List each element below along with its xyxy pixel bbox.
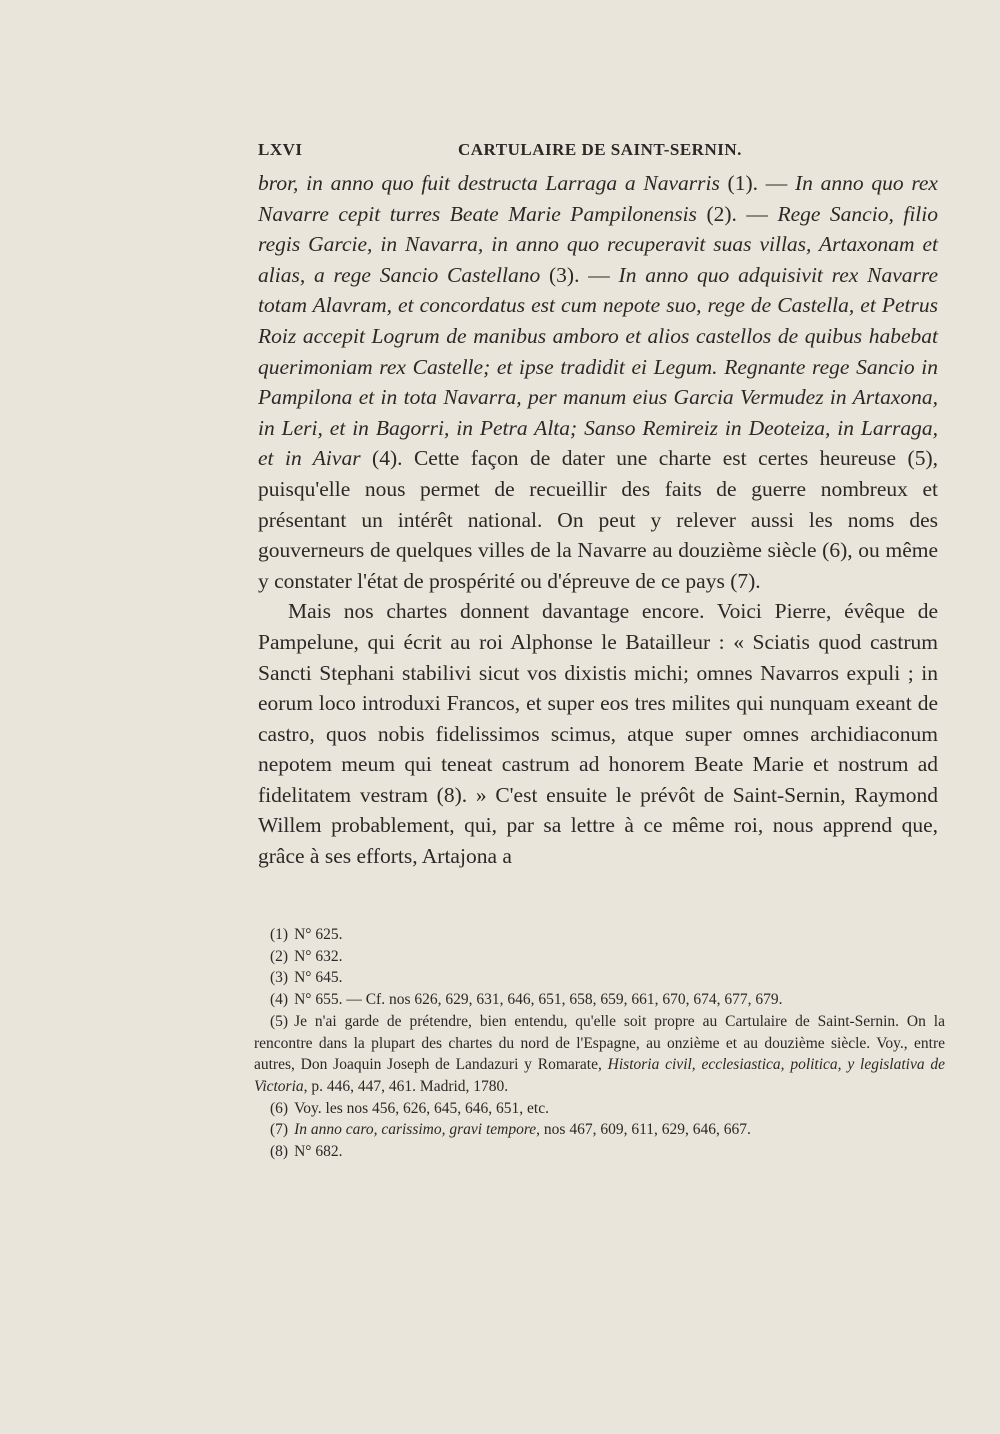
footnote-text: N° 645.	[294, 969, 343, 987]
latin-quote-1: bror, in anno quo fuit destructa Larraga a Navarris	[258, 171, 720, 195]
latin-quote-4: In anno quo adquisivit rex Navarre totam Alavram, et concordatus est cum nepote suo, rege de Castella, et Petrus Roiz accepit Logrum de manibus amboro et alios castellos de quibus habebat querimoniam rex Castelle; et ipse tradidit ei Legum. Regnante rege Sancio in Pampilona et in tota Navarra, per manum eius Garcia Vermudez in Artaxona, in Leri, et in Bagorri, in Petra Alta; Sanso Remireiz in Deoteiza, in Larraga, et in Aivar	[258, 262, 938, 471]
footnote-book-title: Historia civil, ecclesiastica, politica, y legislativa de Victoria	[254, 1056, 946, 1095]
footnote-text: N° 625.	[294, 926, 343, 943]
folio-number: LXVI	[258, 140, 303, 159]
footnote-number: (2)	[270, 947, 289, 965]
footnote-5	[254, 1011, 945, 1098]
footnote-7	[270, 1119, 945, 1141]
paragraph-2: Mais nos chartes donnent davantage encore. Voici Pierre, évêque de Pampelune, qui écrit au roi Alphonse le Batailleur : « Sciatis quod castrum Sancti Stephani stabilivi sicut vos dixistis michi; omnes Navarros expuli ; in eorum loco introduxi Francos, et super eos tres milites qui nunquam exeant de castro, quos nobis fidelissimos scimus, atque super omnes archidiaconum nepotem meum qui teneat castrum ad honorem Beate Marie et nostrum ad fidelitatem vestram (8). » C'est ensuite le prévôt de Saint-Sernin, Raymond Willem probablement, qui, par sa lettre à ce même roi, nous apprend que, grâce à ses efforts, Artajona a	[258, 599, 938, 869]
footnote-text: Je n'ai garde de prétendre, bien entendu, qu'elle soit propre au Cartulaire de Saint-Sernin. On la rencontre dans la plupart des chartes du nord de l'Espagne, au onzième et au douzième siècle. Voy., entre autres, Don Joaquin Joseph de Landazuri y Romarate,	[254, 1012, 945, 1074]
footnote-text: N° 682.	[294, 1143, 343, 1161]
footnote-number: (1)	[270, 926, 289, 943]
footnote-text: N° 632.	[294, 947, 343, 965]
latin-quote-3: Rege Sancio, filio regis Garcie, in Navarra, in anno quo recuperavit suas villas, Artaxonam et alias, a rege Sancio Castellano	[258, 201, 938, 287]
footnote-number: (3)	[270, 969, 289, 987]
footnote-text: , nos 467, 609, 611, 629, 646, 667.	[536, 1121, 751, 1139]
running-title: CARTULAIRE DE SAINT-SERNIN.	[458, 140, 742, 159]
footnote-6	[270, 1098, 945, 1120]
latin-quote-2: In anno quo rex Navarre cepit turres Beate Marie Pampilonensis	[258, 171, 938, 226]
footnotes	[254, 924, 946, 1163]
footnote-number: (7)	[270, 1121, 289, 1139]
footnote-number: (4)	[270, 991, 289, 1009]
footnote-4	[270, 989, 945, 1011]
note-ref-2: (2). —	[696, 201, 778, 226]
footnote-number: (6)	[270, 1099, 289, 1117]
footnote-text-end: , p. 446, 447, 461. Madrid, 1780.	[303, 1077, 509, 1095]
footnote-8	[270, 1141, 945, 1163]
main-text	[258, 168, 938, 872]
footnote-text: N° 655. — Cf. nos 626, 629, 631, 646, 651, 658, 659, 661, 670, 674, 677, 679.	[294, 991, 783, 1009]
footnote-2	[270, 946, 945, 968]
paragraph-1-rest: (4). Cette façon de dater une charte est certes heureuse (5), puisqu'elle nous permet de recueillir des faits de guerre nombreux et présentant un intérêt national. On peut y relever aussi les noms des gouverneurs de quelques villes de la Navarre au douzième siècle (6), ou même y constater l'état de prospérité ou d'épreuve de ce pays (7).	[258, 446, 938, 593]
footnote-quote: In anno caro, carissimo, gravi tempore	[294, 1121, 537, 1139]
note-ref-1: (1). —	[719, 171, 795, 195]
footnote-3	[270, 967, 945, 989]
note-ref-3: (3). —	[540, 262, 619, 287]
footnote-text: Voy. les nos 456, 626, 645, 646, 651, etc.	[294, 1099, 549, 1117]
paragraph-1	[258, 168, 938, 596]
footnote-1	[270, 924, 945, 946]
footnote-number: (5)	[270, 1012, 289, 1030]
footnote-number: (8)	[270, 1143, 289, 1161]
